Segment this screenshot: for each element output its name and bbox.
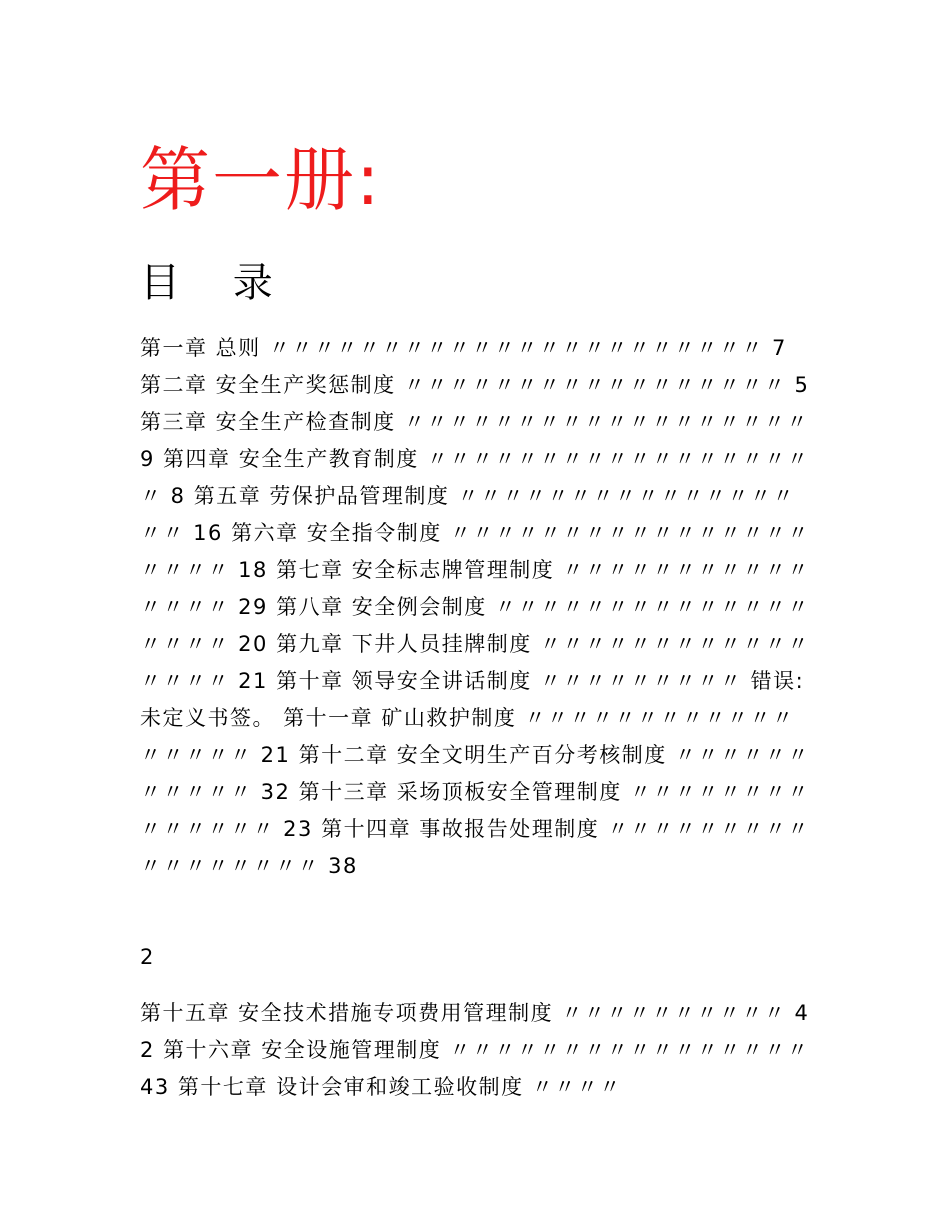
page-number: 2: [140, 945, 155, 969]
toc-heading: 目 录: [140, 260, 293, 306]
toc-entries-continued: 第十五章 安全技术措施专项费用管理制度 〃〃〃〃〃〃〃〃〃〃 42 第十六章 安全设施管理制度 〃〃〃〃〃〃〃〃〃〃〃〃〃〃〃〃 43 第十七章 设计会审和竣工验收制度 〃〃〃〃: [140, 1001, 810, 1099]
volume-title: 第一册:: [140, 139, 382, 221]
toc-entries-block: 第一章 总则 〃〃〃〃〃〃〃〃〃〃〃〃〃〃〃〃〃〃〃〃〃〃 7 第二章 安全生产奖惩制度 〃〃〃〃〃〃〃〃〃〃〃〃〃〃〃〃〃 5 第三章 安全生产检查制度 〃〃〃〃〃〃〃〃〃〃〃〃〃〃〃〃〃〃 9 第四章 安全生产教育制度 〃〃〃〃〃〃〃〃〃〃〃〃〃〃〃〃〃〃 8 第五章 劳保护品管理制度 〃〃〃〃〃〃〃〃〃〃〃〃〃〃〃〃〃 16 第六章 安全指令制度 〃〃〃〃〃〃〃〃〃〃〃〃〃〃〃〃〃〃〃〃 18 第七章 安全标志牌管理制度 〃〃〃〃〃〃〃〃〃〃〃〃〃〃〃 29 第八章 安全例会制度 〃〃〃〃〃〃〃〃〃〃〃〃〃〃〃〃〃〃 20 第九章 下井人员挂牌制度 〃〃〃〃〃〃〃〃〃〃〃〃〃〃〃〃 21 第十章 领导安全讲话制度 〃〃〃〃〃〃〃〃〃 错误:未定义书签。 第十一章 矿山救护制度 〃〃〃〃〃〃〃〃〃〃〃〃〃〃〃〃〃 21 第十二章 安全文明生产百分考核制度 〃〃〃〃〃〃〃〃〃〃〃 32 第十三章 采场顶板安全管理制度 〃〃〃〃〃〃〃〃〃〃〃〃〃〃 23 第十四章 事故报告处理制度 〃〃〃〃〃〃〃〃〃〃〃〃〃〃〃〃〃 38: [140, 336, 810, 878]
